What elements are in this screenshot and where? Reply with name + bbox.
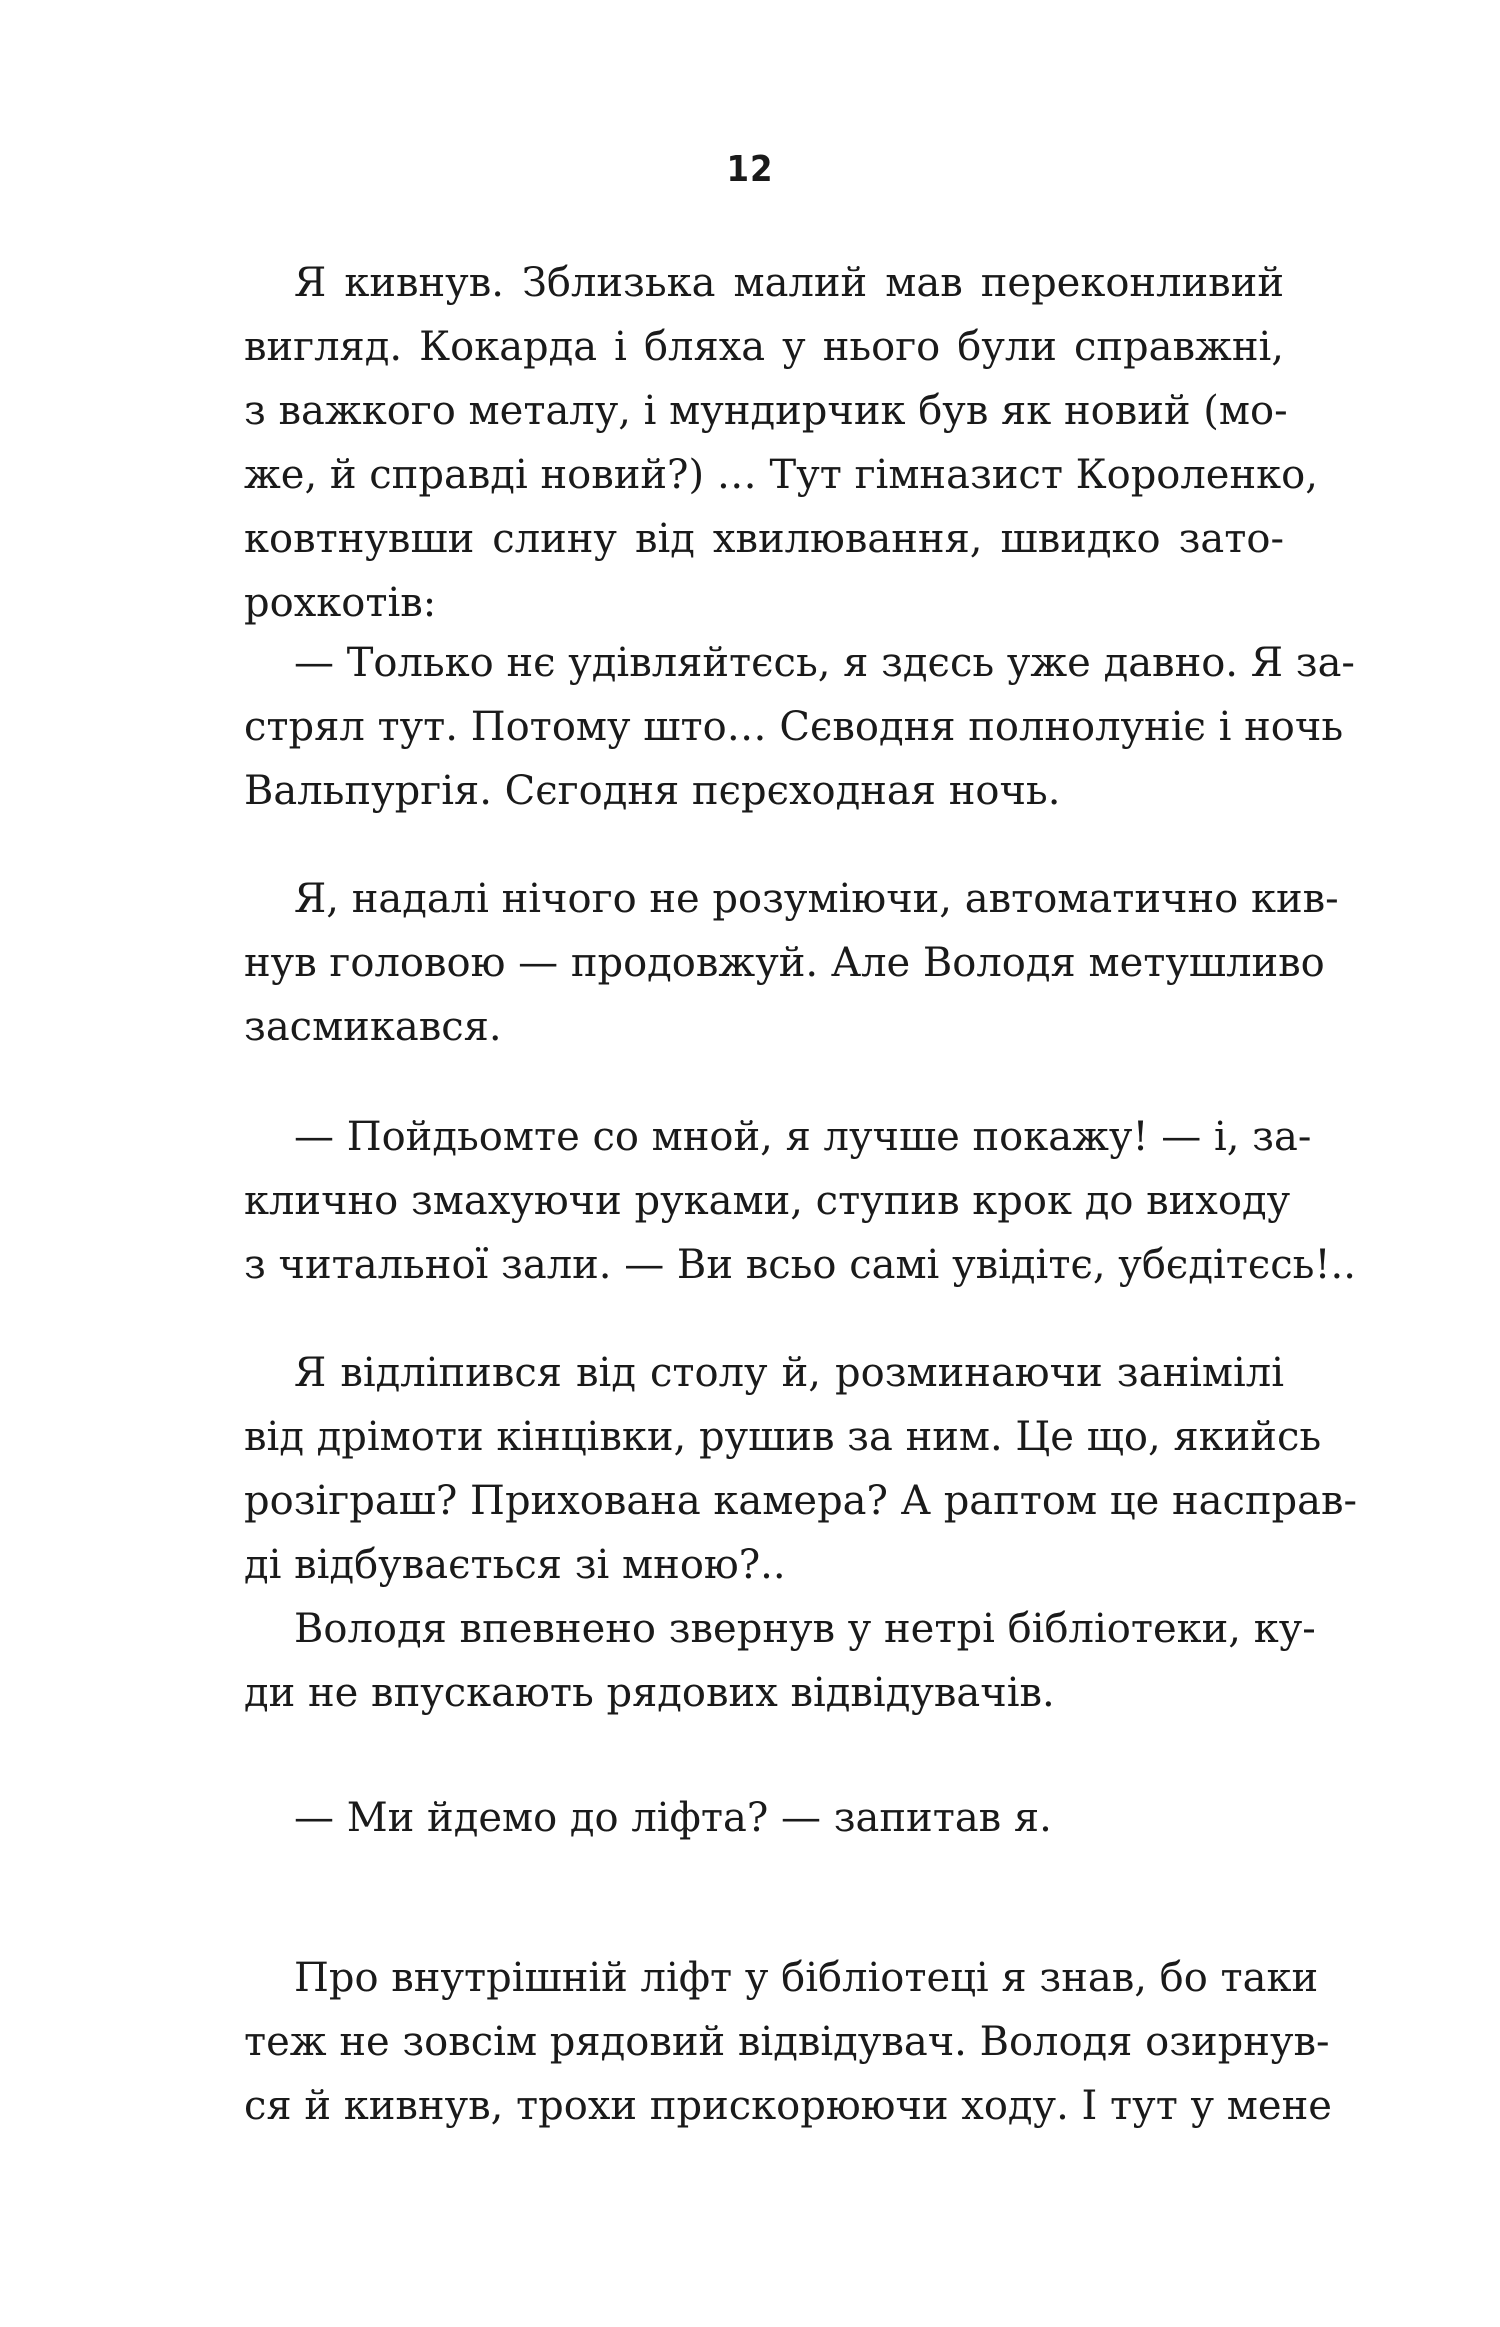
text-line: — Пойдьомте со мной, я лучше покажу! — і, за- bbox=[294, 1114, 1312, 1160]
paragraph bbox=[244, 251, 1318, 635]
text-line: Я відліпився від столу й, розминаючи занімілі bbox=[294, 1350, 1284, 1396]
text-line: — Ми йдемо до ліфта? — запитав я. bbox=[294, 1795, 1052, 1841]
text-line: засмикався. bbox=[244, 1004, 502, 1050]
paragraph bbox=[244, 1341, 1358, 1597]
text-line: — Только нє удівляйтєсь, я здєсь уже давно. Я за- bbox=[294, 640, 1355, 686]
text-line: ся й кивнув, трохи прискорюючи ходу. І тут у мене bbox=[244, 2083, 1332, 2129]
text-line: Я, надалі нічого не розуміючи, автоматично кив- bbox=[294, 876, 1339, 922]
text-line: же, й справді новий?) … Тут гімназист Короленко, bbox=[244, 452, 1318, 498]
text-line: Володя впевнено звернув у нетрі бібліотеки, ку- bbox=[294, 1606, 1316, 1652]
page-number: 12 bbox=[726, 149, 774, 190]
paragraph bbox=[244, 867, 1339, 1059]
text-line: ковтнувши слину від хвилювання, швидко зато- bbox=[244, 516, 1284, 562]
text-line: нув головою — продовжуй. Але Володя метушливо bbox=[244, 940, 1325, 986]
text-line: теж не зовсім рядовий відвідувач. Володя озирнув- bbox=[244, 2019, 1330, 2065]
text-line: з важкого металу, і мундирчик був як новий (мо- bbox=[244, 388, 1288, 434]
text-line: клично змахуючи руками, ступив крок до виходу bbox=[244, 1178, 1291, 1224]
text-line: стрял тут. Потому што… Сєводня полнолунiє і ночь bbox=[244, 704, 1344, 750]
text-line: ди не впускають рядових відвідувачів. bbox=[244, 1670, 1055, 1716]
text-line: розіграш? Прихована камера? А раптом це насправ- bbox=[244, 1478, 1358, 1524]
text-line: вигляд. Кокарда і бляха у нього були справжні, bbox=[244, 324, 1284, 370]
text-line: від дрімоти кінцівки, рушив за ним. Це що, якийсь bbox=[244, 1414, 1322, 1460]
paragraph bbox=[244, 1105, 1356, 1297]
text-line: з читальної зали. — Ви всьо самі увідітє, убєдітєсь!.. bbox=[244, 1242, 1356, 1288]
paragraph bbox=[244, 1786, 1284, 1850]
text-line: Я кивнув. Зблизька малий мав переконливий bbox=[294, 260, 1284, 306]
paragraph bbox=[244, 1946, 1332, 2138]
paragraph bbox=[244, 631, 1355, 823]
text-line: ді відбувається зі мною?.. bbox=[244, 1542, 786, 1588]
paragraph bbox=[244, 1597, 1316, 1725]
text-line: Вальпургія. Сєгодня пєрєходная ночь. bbox=[244, 768, 1061, 814]
text-line: Про внутрішній ліфт у бібліотеці я знав, бо таки bbox=[294, 1955, 1319, 2001]
text-line: рохкотів: bbox=[244, 580, 437, 626]
